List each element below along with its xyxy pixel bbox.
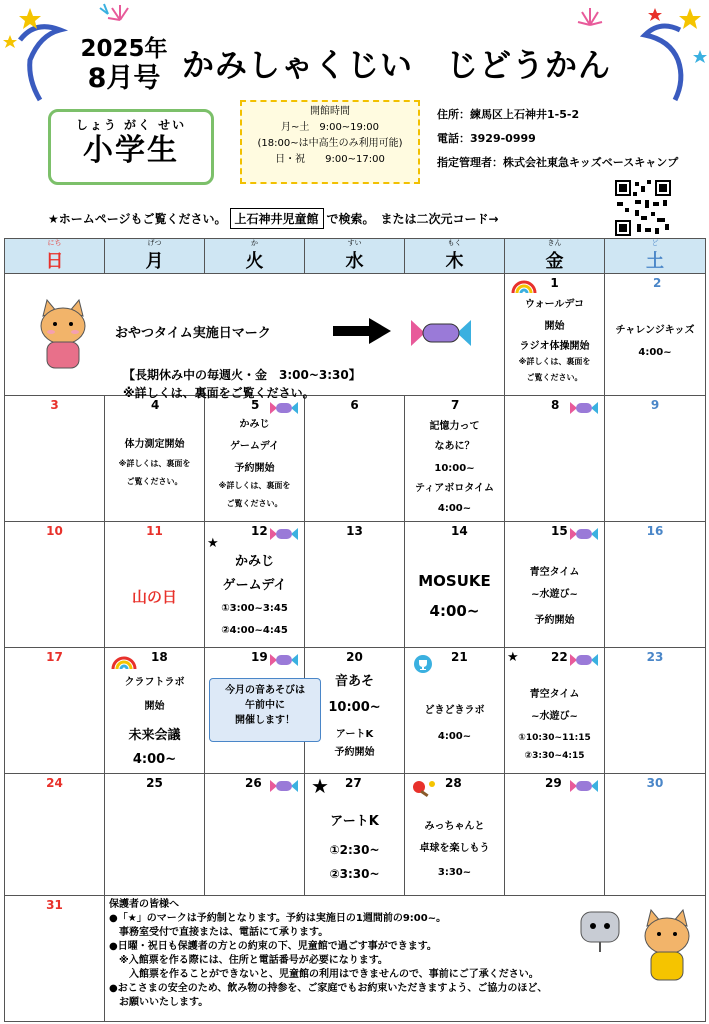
note-1b: 事務室受付で直接または、電話にて承ります。 [109,927,329,938]
day-number: 19 [251,650,268,664]
weekday-mon: げつ 月 [105,239,205,274]
day-cell-30[interactable] [605,774,706,896]
notes-row [5,896,706,1022]
day-number: 20 [346,650,363,664]
rainbow-icon [511,278,537,294]
phone: 電話：3929-0999 [437,132,536,145]
day-cell-4[interactable] [105,396,205,522]
snack-mark-label: おやつタイム実施日マーク [115,326,271,341]
day-cell-26[interactable] [205,774,305,896]
event-slot-2: ②3:30~ [329,867,380,881]
address: 住所：練馬区上石神井1-5-2 [437,108,580,121]
event-challenge-kids: チャレンジキッズ [615,325,695,336]
note-3b: 入館票を作ることができないと、児童館の利用はできませんので、事前にご了承ください。 [109,969,539,980]
day-cell-8[interactable] [505,396,605,522]
event-note: ※詳しくは、裏面を [218,481,291,490]
day-cell-13[interactable] [305,522,405,648]
event-reservation-start: 予約開始 [234,463,275,474]
event-slot-2: ②4:00~4:45 [221,625,288,636]
opening-hours-box [240,100,420,184]
note-2: ●日曜・祝日も保護者の方との約束の下、児童館で過ごす事ができます。 [109,941,437,952]
note-1: ●「★」のマークは予約制となります。予約は実施日の1週間前の9:00~。 [109,913,447,924]
candy-icon [569,526,599,542]
event-reservation-start: 予約開始 [534,615,575,626]
day-cell-31[interactable] [5,896,105,1022]
event-radio-exercise: ラジオ体操開始 [519,341,590,352]
issue-month: 8月号 [87,63,161,94]
event-diabolo: ティアボロタイム [415,483,494,494]
day-cell-23[interactable] [605,648,706,774]
event-note: ※詳しくは、裏面を [118,459,191,468]
robot-mascot-icon [575,904,625,954]
day-cell-17[interactable] [5,648,105,774]
homepage-suffix: で検索。 または二次元コード→ [326,212,499,226]
day-number: 1 [550,276,559,290]
day-number: 9 [650,398,660,412]
summer-schedule-detail: ※詳しくは、裏面をご覧ください。 [123,386,315,400]
weekday-tue: か 火 [205,239,305,274]
event-water-play: ~水遊び~ [531,711,578,722]
day-number: 29 [545,776,562,790]
ping-pong-icon [411,778,437,798]
callout-line-1: 今月の音あそびは [225,685,305,696]
event-game-day: ゲームデイ [222,578,287,593]
day-number: 18 [151,650,168,664]
day-number: 8 [551,398,560,412]
event-table-tennis: 卓球を楽しもう [419,843,490,854]
event-memory: 記憶力って [429,421,480,432]
day-cell-2[interactable] [605,274,706,396]
event-note-2: ご覧ください。 [126,477,183,486]
event-memory-2: なあに？ [434,441,475,452]
day-cell-3[interactable] [5,396,105,522]
note-4: ●おこさまの安全のため、飲み物の持参を、ご家庭でもお約束いただきますよう、ご協力のほど、 [109,983,548,994]
day-number: 11 [146,524,163,538]
hours-holiday: 日・祝 9:00~17:00 [275,154,385,165]
event-slot-2: ②3:30~4:15 [524,751,585,761]
week-row-3 [5,522,706,648]
day-cell-16[interactable] [605,522,706,648]
event-time: 10:00~ [328,700,381,715]
cat-mascot-icon [635,904,699,984]
candy-icon [569,778,599,794]
day-number: 24 [46,776,63,790]
day-cell-7[interactable] [405,396,505,522]
event-time: 4:00~ [132,752,177,767]
event-fitness-test: 体力測定開始 [124,439,185,450]
candy-icon [269,778,299,794]
weekday-sun: にち 日 [5,239,105,274]
day-number: 21 [451,650,468,664]
day-cell-28[interactable] [405,774,505,896]
note-4b: お願いいたします。 [109,997,209,1008]
day-cell-18[interactable] [105,648,205,774]
cat-mascot-icon [33,296,93,372]
week-row-2 [5,396,706,522]
calendar-table [4,238,706,1022]
day-number: 5 [251,398,260,412]
day-number: 12 [251,524,268,538]
candy-icon [569,400,599,416]
week-row-1 [5,274,706,396]
day-number: 26 [245,776,262,790]
day-cell-20[interactable] [305,648,405,774]
weekday-thu: もく 木 [405,239,505,274]
candy-icon [269,652,299,668]
holiday-mountain-day: 山の日 [131,588,177,606]
hours-weekday: 月~土 9:00~19:00 [280,122,380,133]
event-time: 4:00~ [437,731,472,742]
day-cell-24[interactable] [5,774,105,896]
week-row-5 [5,774,706,896]
issue-year: 2025年 [80,36,168,62]
event-start: 開始 [544,321,565,332]
day-cell-10[interactable] [5,522,105,648]
week1-info-cell [5,274,505,400]
arrow-right-icon [333,318,391,344]
event-time: 4:00~ [429,602,480,620]
day-cell-5[interactable] [205,396,305,522]
event-craft-lab: クラフトラボ [124,677,185,688]
day-cell-27[interactable] [305,774,405,896]
day-number: 14 [451,524,468,538]
day-number: 7 [451,398,460,412]
parent-notes-cell [105,896,706,1022]
event-note: ※詳しくは、裏面を [518,357,591,366]
candy-icon [409,316,473,350]
day-number: 6 [350,398,359,412]
event-time-2: 4:00~ [437,503,472,514]
event-art-k: アートK [330,814,379,829]
hours-title: 開館時間 [310,106,350,117]
grade-label-box [48,109,214,185]
day-cell-12[interactable] [205,522,305,648]
event-aozora-time: 青空タイム [529,689,580,700]
day-number: 3 [50,398,59,412]
reservation-star-icon: ★ [507,650,519,665]
day-cell-6[interactable] [305,396,405,522]
day-number: 25 [146,776,163,790]
day-cell-21[interactable] [405,648,505,774]
event-micchan: みっちゃんと [424,821,485,832]
qr-code-icon[interactable] [615,180,671,236]
day-number: 28 [445,776,462,790]
day-number: 10 [46,524,63,538]
event-doki-lab: どきどきラボ [424,705,485,716]
weekday-header-row [5,239,706,274]
event-slot-1: ①3:00~3:45 [221,603,288,614]
event-aozora-time: 青空タイム [529,567,580,578]
event-slot-1: ①10:30~11:15 [518,733,591,743]
candy-icon [269,526,299,542]
day-cell-29[interactable] [505,774,605,896]
event-kamiji: かみじ [234,554,274,569]
event-future-meeting: 未来会議 [128,728,181,743]
candy-icon [269,400,299,416]
notes-title: 保護者の皆様へ [109,899,179,910]
week-row-4 [5,648,706,774]
grade-ruby: しょう がく せい [75,118,187,132]
hours-note: (18:00~は中高生のみ利用可能) [257,138,403,149]
day-number: 15 [551,524,568,538]
day-number: 16 [646,524,664,538]
page-title: かみしゃくじい じどうかん [182,46,612,84]
reservation-star-icon: ★ [311,774,329,798]
grade-label: 小学生 [83,133,179,168]
candy-icon [569,652,599,668]
weekday-sat: ど 土 [605,239,706,274]
event-note-2: ご覧ください。 [526,373,583,382]
event-start: 開始 [144,701,165,712]
event-time: 4:00~ [638,347,672,358]
event-music-play: 音あそ [334,674,374,689]
note-3: ※入館票を作る際には、住所と電話番号が必要になります。 [109,955,388,966]
weekday-fri: きん 金 [505,239,605,274]
homepage-prefix: ★ホームページもご覧ください。 [48,212,227,226]
event-wall-deco: ウォールデコ [525,299,584,310]
callout-line-2: 午前中に [245,700,285,711]
day-cell-1[interactable] [505,274,605,396]
reservation-star-icon: ★ [207,536,219,551]
day-cell-22[interactable] [505,648,605,774]
event-note-2: ご覧ください。 [226,499,283,508]
day-cell-11[interactable] [105,522,205,648]
event-game-day: ゲームデイ [229,441,280,452]
day-number: 17 [46,650,63,664]
event-mosuke: MOSUKE [418,572,491,590]
day-number: 13 [346,524,363,538]
day-cell-15[interactable] [505,522,605,648]
trophy-icon [413,654,433,674]
event-time: 10:00~ [434,463,475,474]
day-number: 23 [646,650,664,664]
day-number: 27 [345,776,362,790]
day-number: 22 [551,650,568,664]
day-number: 4 [151,398,160,412]
event-art-k: アートK [335,729,374,740]
day-number: 2 [653,276,662,290]
callout-line-3: 開催します！ [235,715,295,726]
summer-schedule-text: 【長期休み中の毎週火・金 3:00~3:30】 [123,368,361,382]
event-time: 3:30~ [437,867,472,878]
rainbow-icon [111,654,137,670]
homepage-search-keyword: 上石神井児童館 [230,208,324,229]
day-number: 30 [646,776,664,790]
weekday-wed: すい 水 [305,239,405,274]
day-number: 31 [46,898,63,912]
homepage-line [48,208,499,229]
day-cell-14[interactable] [405,522,505,648]
event-slot-1: ①2:30~ [329,843,380,857]
event-reservation-start: 予約開始 [334,747,375,758]
manager: 指定管理者：株式会社東急キッズベースキャンプ [437,156,679,169]
day-cell-25[interactable] [105,774,205,896]
event-water-play: ~水遊び~ [531,589,578,600]
day-cell-19[interactable] [205,648,305,774]
event-kamiji: かみじ [239,419,270,430]
day-cell-9[interactable] [605,396,706,522]
